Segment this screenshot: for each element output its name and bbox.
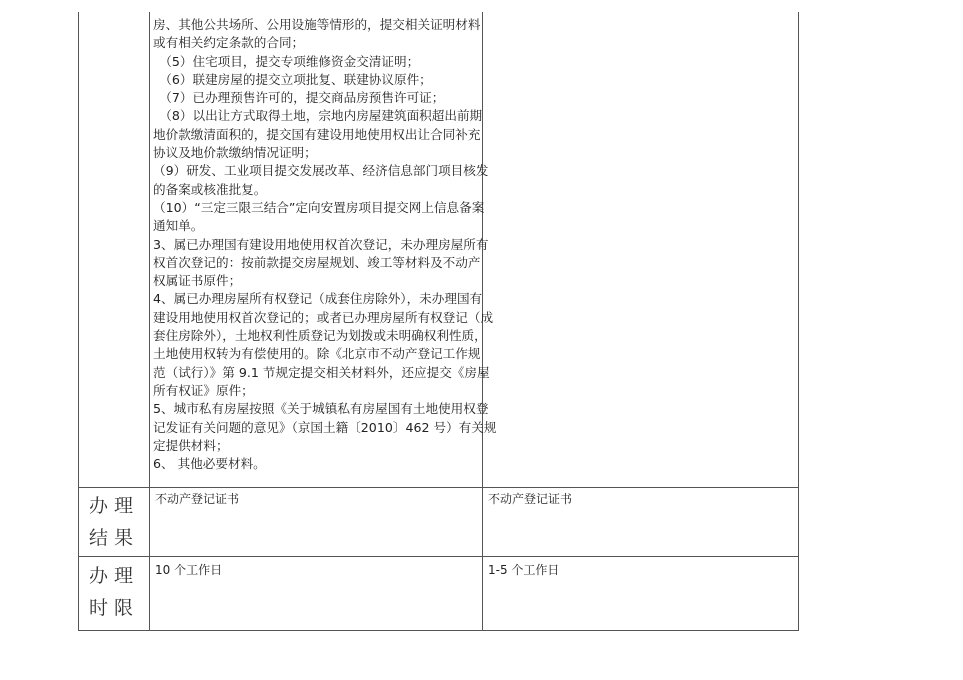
requirement-line: （8）以出让方式取得土地，宗地内房屋建筑面积超出前期 <box>153 108 483 124</box>
row-divider <box>79 487 798 488</box>
requirement-line: 协议及地价款缴纳情况证明； <box>153 145 317 161</box>
requirement-line: 或有相关约定条款的合同； <box>153 35 305 51</box>
result-value-standard: 不动产登记证书 <box>155 492 240 506</box>
time-limit-label-line: 办理 <box>88 565 139 587</box>
requirements-cell <box>153 16 497 473</box>
requirement-line: （7）已办理预售许可的，提交商品房预售许可证； <box>153 90 445 106</box>
requirement-line: （5）住宅项目，提交专项维修资金交清证明； <box>153 53 420 69</box>
requirement-line: 4、属已办理房屋所有权登记（成套住房除外），未办理国有 <box>153 291 483 307</box>
requirement-line: 权属证书原件； <box>153 273 242 289</box>
result-label-line: 结果 <box>88 527 139 549</box>
requirement-line: （9）研发、工业项目提交发展改革、经济信息部门项目核发 <box>153 163 489 179</box>
time-limit-label-line: 时限 <box>88 597 139 619</box>
requirement-line: 房、其他公共场所、公用设施等情形的，提交相关证明材料 <box>153 17 481 32</box>
requirement-line: 3、属已办理国有建设用地使用权首次登记，未办理房屋所有 <box>153 236 489 252</box>
requirement-line: 通知单。 <box>153 218 204 234</box>
requirement-line: 定提供材料； <box>153 437 229 453</box>
requirement-line: 6、 其他必要材料。 <box>153 456 266 472</box>
requirement-line: （6）联建房屋的提交立项批复、联建协议原件； <box>153 71 432 87</box>
requirement-line: 土地使用权转为有偿使用的。除《北京市不动产登记工作规 <box>153 346 481 362</box>
requirement-line: 5、城市私有房屋按照《关于城镇私有房屋国有土地使用权登 <box>153 401 489 417</box>
requirement-line: 建设用地使用权首次登记的；或者已办理房屋所有权登记（成 <box>153 309 494 325</box>
requirement-line: 权首次登记的：按前款提交房屋规划、竣工等材料及不动产 <box>153 254 481 270</box>
time-limit-fast: 1-5 个工作日 <box>488 563 560 577</box>
column-divider <box>149 12 150 630</box>
time-limit-standard: 10 个工作日 <box>155 563 223 577</box>
document-table <box>78 12 799 631</box>
requirement-line: 的备案或核准批复。 <box>153 181 267 197</box>
requirement-line: 范（试行）》第 9.1 节规定提交相关材料外，还应提交《房屋 <box>153 364 490 380</box>
requirement-line: 所有权证》原件； <box>153 382 254 398</box>
requirement-line: 套住房除外），土地权利性质登记为划拨或未明确权利性质， <box>153 328 487 344</box>
time-limit-label <box>79 560 149 624</box>
requirement-line: 记发证有关问题的意见》（京国土籍〔2010〕462 号）有关规 <box>153 419 497 435</box>
requirement-line: （10）“三定三限三结合”定向安置房项目提交网上信息备案 <box>153 199 485 215</box>
result-value-fast: 不动产登记证书 <box>488 492 573 506</box>
requirement-line: 地价款缴清面积的，提交国有建设用地使用权出让合同补充 <box>153 126 481 142</box>
result-label-line: 办理 <box>88 495 139 517</box>
row-divider <box>79 556 798 557</box>
result-label <box>79 490 149 554</box>
